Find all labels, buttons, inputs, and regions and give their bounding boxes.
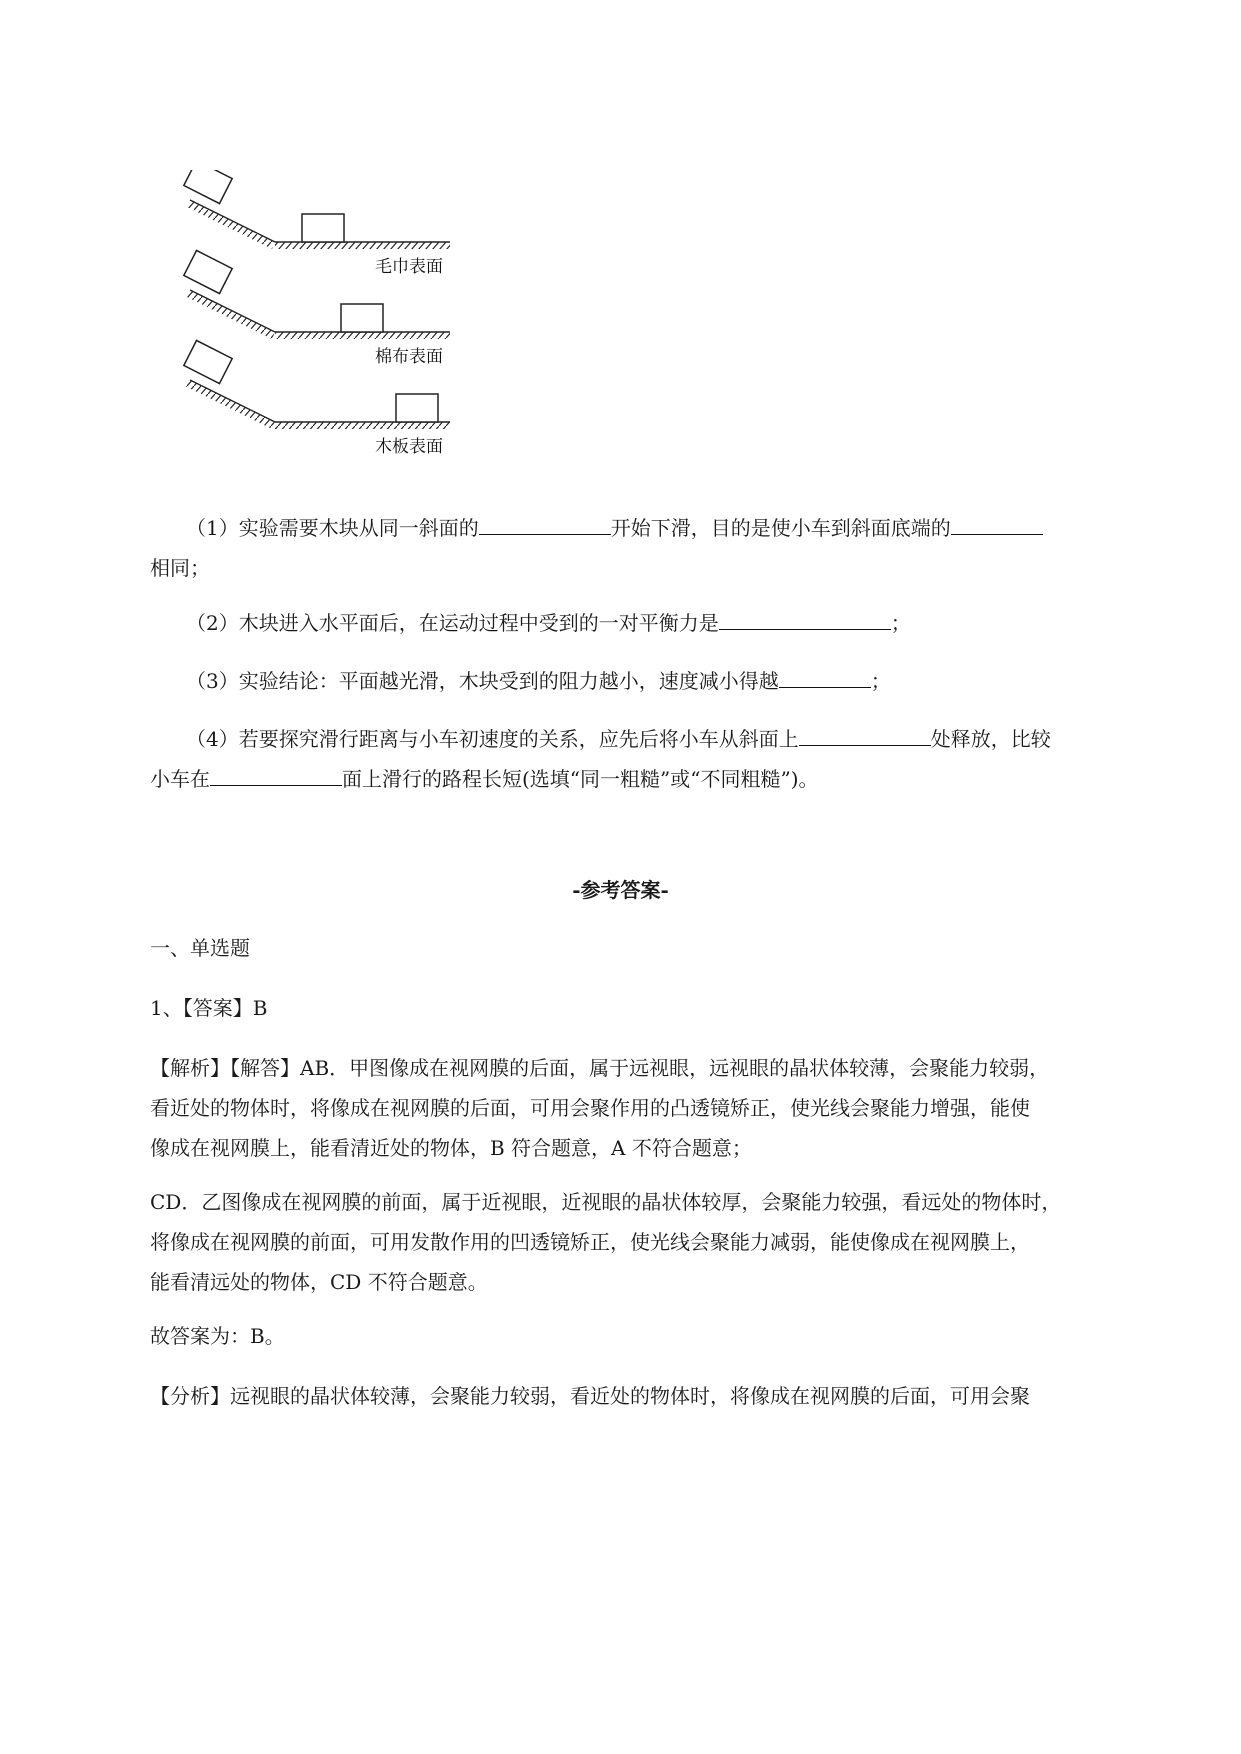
experiment-figure [180, 170, 520, 510]
blank-3[interactable] [779, 665, 871, 688]
question-3: （3）实验结论：平面越光滑，木块受到的阻力越小，速度减小得越 ； [150, 661, 1140, 701]
blank-1b[interactable] [951, 512, 1043, 535]
cd-paragraph: CD．乙图像成在视网膜的前面，属于近视眼，近视眼的晶状体较厚，会聚能力较强，看远处的物体时， 将像成在视网膜的前面，可用发散作用的凹透镜矫正，使光线会聚能力减弱，能使像成在视网膜上， 能看清远处的物体，CD 不符合题意。 [150, 1190, 1062, 1294]
section-heading: 一、单选题 [150, 936, 250, 960]
blank-1a[interactable] [479, 512, 611, 535]
question-1: （1）实验需要木块从同一斜面的 开始下滑，目的是使小车到斜面底端的 [150, 508, 1140, 548]
answer-block [150, 928, 1140, 968]
label-towel: 毛巾表面 [375, 257, 443, 277]
question-4: （4）若要探究滑行距离与小车初速度的关系，应先后将小车从斜面上 处释放，比较 小车在 面上滑行的路程长短(选填“同一粗糙”或“不同粗糙”)。 [150, 719, 1140, 799]
incline-diagram [180, 170, 520, 510]
analysis-summary: 【分析】远视眼的晶状体较薄，会聚能力较弱，看近处的物体时，将像成在视网膜的后面，可用会聚 [150, 1384, 1030, 1408]
final-answer: 故答案为：B。 [150, 1324, 285, 1348]
blank-4a[interactable] [799, 723, 931, 746]
question-2: （2）木块进入水平面后，在运动过程中受到的一对平衡力是 ； [150, 603, 1140, 643]
label-wood: 木板表面 [375, 437, 443, 457]
answer-title: -参考答案- [572, 878, 669, 902]
answer-item-1: 1、【答案】B [150, 996, 268, 1020]
question-block [150, 508, 1140, 588]
blank-4b[interactable] [210, 763, 342, 786]
question-1-cont: 相同； [150, 556, 210, 580]
setup-towel [184, 170, 450, 277]
analysis-paragraph: 【解析】【解答】AB．甲图像成在视网膜的后面，属于远视眼，远视眼的晶状体较薄，会聚能力较弱， 看近处的物体时，将像成在视网膜的后面，可用会聚作用的凸透镜矫正，使光线会聚能力增强，能使 像成在视网膜上，能看清近处的物体，B 符合题意，A 不符合题意； [150, 1056, 1050, 1160]
blank-2[interactable] [719, 607, 891, 630]
label-cotton: 棉布表面 [375, 347, 443, 367]
